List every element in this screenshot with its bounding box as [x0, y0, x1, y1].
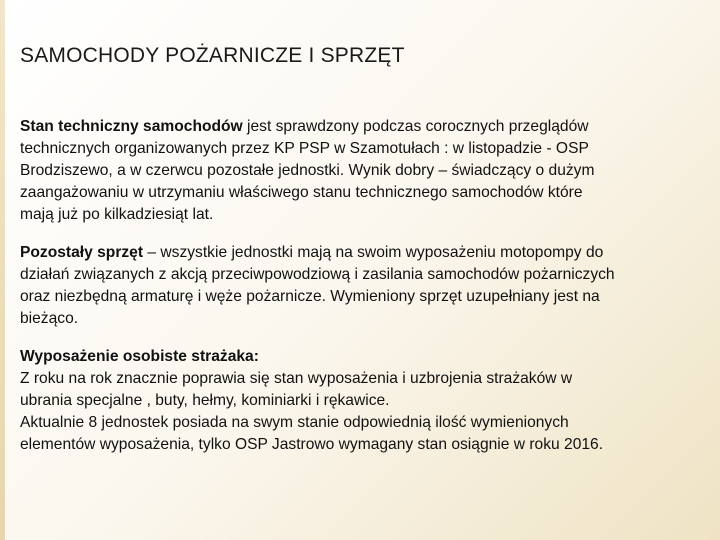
paragraph-other-equipment: [20, 242, 712, 330]
text-line: mają już po kilkadziesiąt lat.: [20, 206, 214, 223]
slide-content: [20, 116, 712, 472]
text-line: Brodziszewo, a w czerwcu pozostałe jednostki. Wynik dobry – świadczący o dużym: [20, 162, 595, 179]
text-line: zaangażowaniu w utrzymaniu właściwego stanu technicznego samochodów które: [20, 184, 583, 201]
text-line: [20, 346, 712, 368]
paragraph-personal-equipment: [20, 346, 712, 456]
bold-lead-text: Pozostały sprzęt: [20, 244, 144, 261]
bold-lead-text: Wyposażenie osobiste strażaka:: [20, 348, 259, 365]
text-line: Aktualnie 8 jednostek posiada na swym stanie odpowiednią ilość wymienionych: [20, 414, 569, 431]
text-line: [20, 242, 712, 264]
text-line: ubrania specjalne , buty, hełmy, kominiarki i rękawice.: [20, 392, 390, 409]
text-line: Z roku na rok znacznie poprawia się stan wyposażenia i uzbrojenia strażaków w: [20, 370, 573, 387]
line-text: – wszystkie jednostki mają na swoim wyposażeniu motopompy do: [143, 244, 604, 261]
decorative-side-bar: [0, 0, 5, 540]
paragraph-vehicle-condition: [20, 116, 712, 226]
text-line: elementów wyposażenia, tylko OSP Jastrowo wymagany stan osiągnie w roku 2016.: [20, 436, 604, 453]
line-text: jest sprawdzony podczas corocznych przeglądów: [242, 118, 589, 135]
slide-title: SAMOCHODY POŻARNICZE I SPRZĘT: [20, 44, 405, 67]
text-line: bieżąco.: [20, 310, 79, 327]
text-line: oraz niezbędną armaturę i węże pożarnicze. Wymieniony sprzęt uzupełniany jest na: [20, 288, 600, 305]
bold-lead-text: Stan techniczny samochodów: [20, 118, 243, 135]
text-line: [20, 116, 712, 138]
text-line: technicznych organizowanych przez KP PSP w Szamotułach : w listopadzie - OSP: [20, 140, 589, 157]
text-line: działań związanych z akcją przeciwpowodziową i zasilania samochodów pożarniczych: [20, 266, 615, 283]
